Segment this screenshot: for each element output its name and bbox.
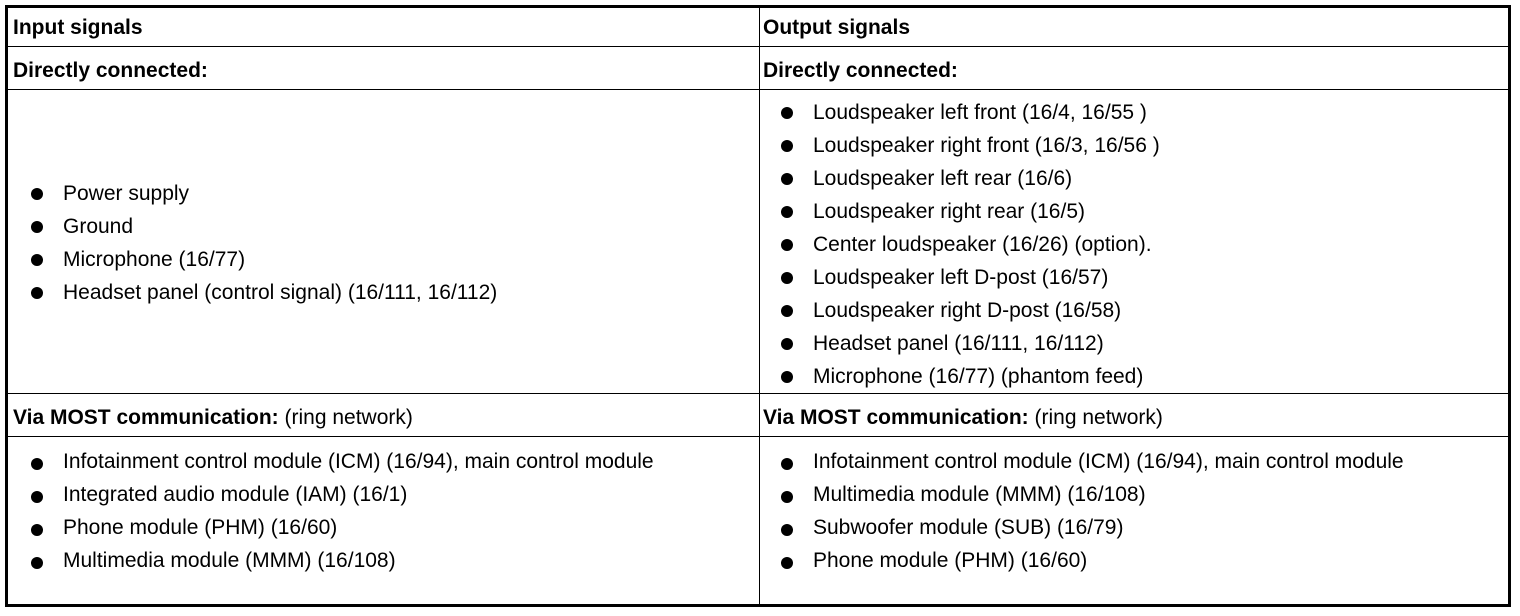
bullet-icon <box>781 140 793 152</box>
row-divider <box>8 436 1508 437</box>
list-item: Loudspeaker right rear (16/5) <box>763 195 1503 228</box>
list-item: Loudspeaker left rear (16/6) <box>763 162 1503 195</box>
input-direct-list <box>13 177 753 309</box>
bullet-icon <box>31 254 43 266</box>
bullet-icon <box>781 305 793 317</box>
list-item: Headset panel (16/111, 16/112) <box>763 327 1503 360</box>
input-direct-label: Directly connected: <box>13 59 208 82</box>
list-item: Multimedia module (MMM) (16/108) <box>763 480 1453 509</box>
list-item: Microphone (16/77) (phantom feed) <box>763 360 1503 393</box>
bullet-icon <box>781 371 793 383</box>
bullet-icon <box>31 491 43 503</box>
list-item: Subwoofer module (SUB) (16/79) <box>763 513 1453 542</box>
row-divider <box>8 46 1508 47</box>
input-most-label: Via MOST communication: (ring network) <box>13 406 413 429</box>
list-item: Power supply <box>13 177 753 210</box>
list-item: Infotainment control module (ICM) (16/94), main control module <box>13 447 703 476</box>
list-item: Loudspeaker left D-post (16/57) <box>763 261 1503 294</box>
bullet-icon <box>781 458 793 470</box>
list-item: Ground <box>13 210 753 243</box>
list-item: Multimedia module (MMM) (16/108) <box>13 546 703 575</box>
bullet-icon <box>781 272 793 284</box>
list-item: Loudspeaker right front (16/3, 16/56 ) <box>763 129 1503 162</box>
bullet-icon <box>31 287 43 299</box>
list-item: Loudspeaker left front (16/4, 16/55 ) <box>763 96 1503 129</box>
bullet-icon <box>781 107 793 119</box>
output-direct-list <box>763 96 1503 393</box>
list-item: Center loudspeaker (16/26) (option). <box>763 228 1503 261</box>
bullet-icon <box>781 206 793 218</box>
bullet-icon <box>781 557 793 569</box>
bullet-icon <box>781 491 793 503</box>
bullet-icon <box>31 221 43 233</box>
bullet-icon <box>31 557 43 569</box>
bullet-icon <box>781 524 793 536</box>
column-divider <box>759 8 760 604</box>
list-item: Phone module (PHM) (16/60) <box>13 513 703 542</box>
input-signals-header: Input signals <box>13 16 143 39</box>
bullet-icon <box>781 338 793 350</box>
output-signals-header: Output signals <box>763 16 910 39</box>
output-direct-label: Directly connected: <box>763 59 958 82</box>
list-item: Integrated audio module (IAM) (16/1) <box>13 480 703 509</box>
output-most-label: Via MOST communication: (ring network) <box>763 406 1163 429</box>
row-divider <box>8 89 1508 90</box>
bullet-icon <box>781 173 793 185</box>
list-item: Loudspeaker right D-post (16/58) <box>763 294 1503 327</box>
list-item: Microphone (16/77) <box>13 243 753 276</box>
bullet-icon <box>31 188 43 200</box>
signals-table <box>5 5 1511 607</box>
bullet-icon <box>31 458 43 470</box>
list-item: Headset panel (control signal) (16/111, 16/112) <box>13 276 753 309</box>
bullet-icon <box>31 524 43 536</box>
bullet-icon <box>781 239 793 251</box>
row-divider <box>8 393 1508 394</box>
list-item: Phone module (PHM) (16/60) <box>763 546 1453 575</box>
output-most-list <box>763 447 1453 579</box>
input-most-list <box>13 447 703 579</box>
list-item: Infotainment control module (ICM) (16/94), main control module <box>763 447 1453 476</box>
